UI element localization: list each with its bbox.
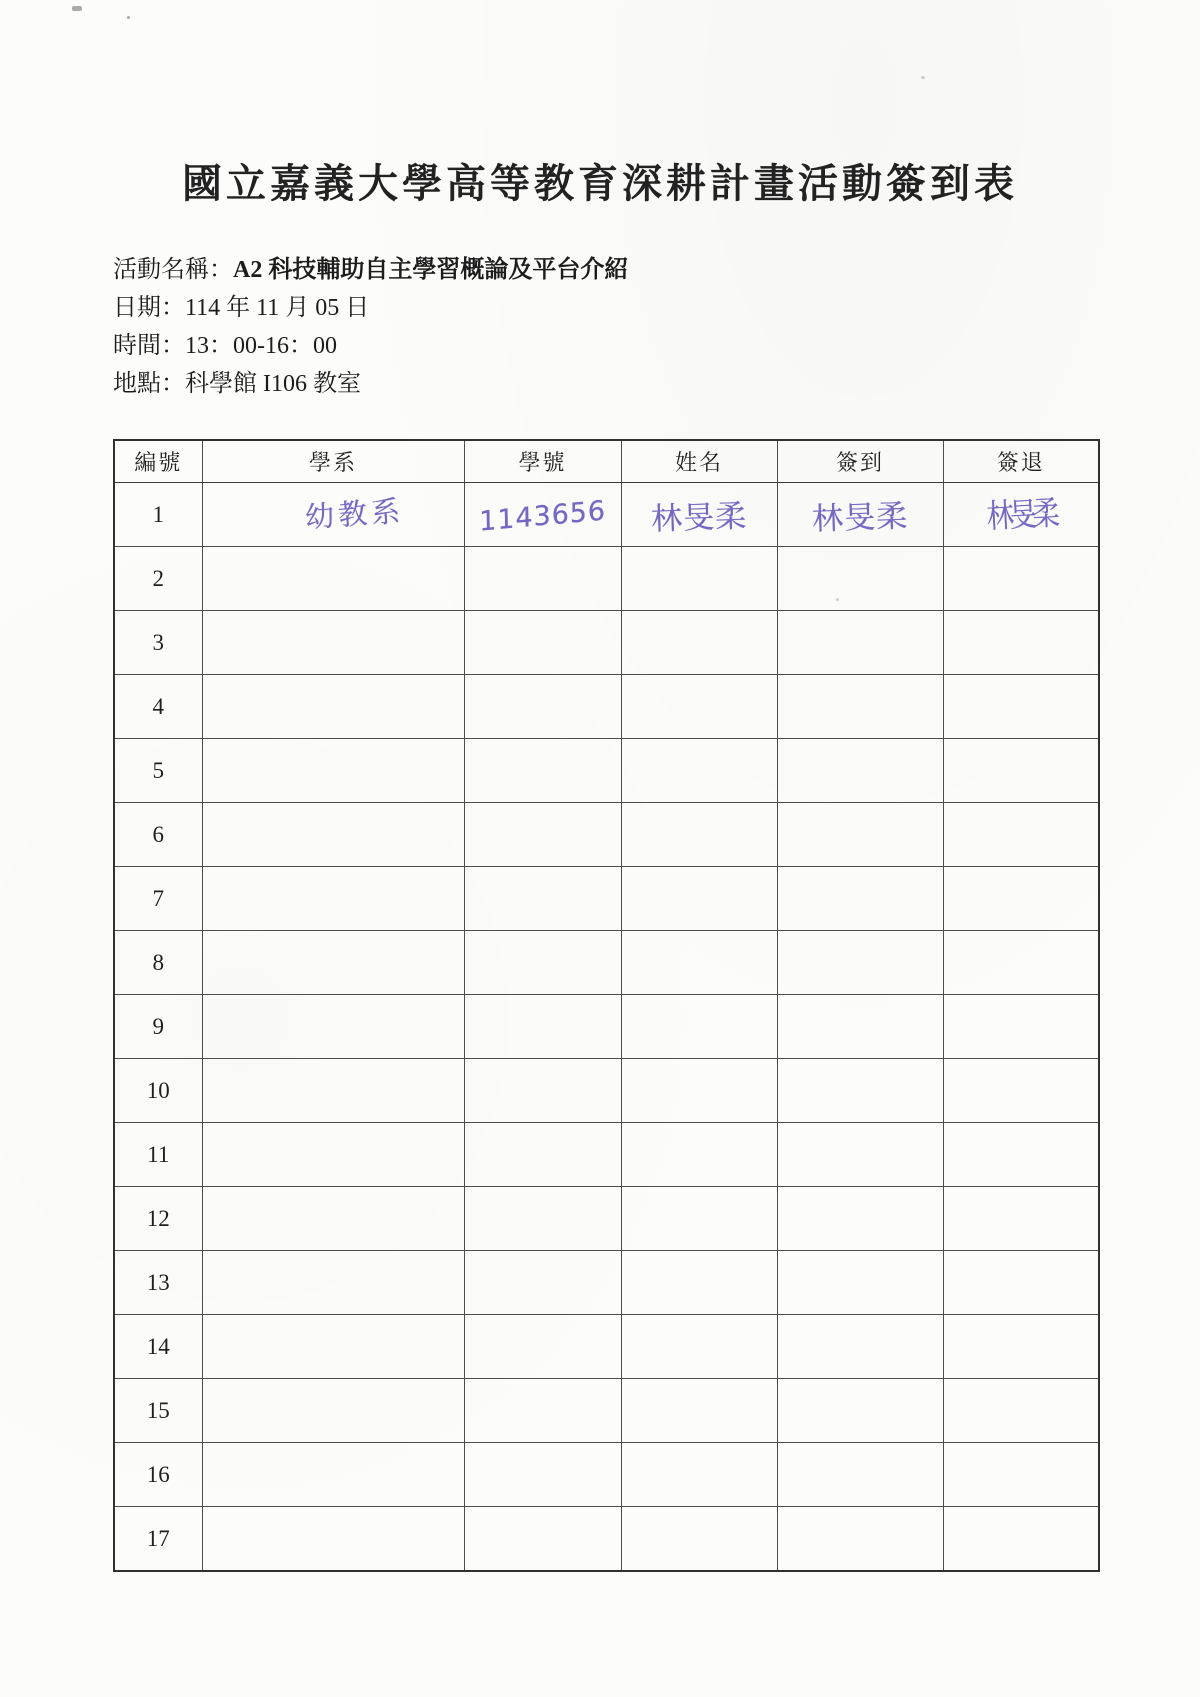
row-number-cell: 9 [114, 995, 202, 1059]
cell-sign_out [943, 995, 1099, 1059]
cell-sign_in [777, 1443, 943, 1507]
cell-name [621, 483, 777, 547]
cell-sign_out [943, 1059, 1099, 1123]
table-row [114, 483, 1099, 547]
table-row [114, 1251, 1099, 1315]
cell-sign_in [777, 483, 943, 547]
cell-dept [202, 547, 464, 611]
cell-dept [202, 867, 464, 931]
cell-sign_out [943, 611, 1099, 675]
cell-dept [202, 1123, 464, 1187]
signin-table [113, 439, 1100, 1572]
cell-dept [202, 1379, 464, 1443]
cell-name [621, 803, 777, 867]
cell-student_id [464, 995, 621, 1059]
row-number-cell: 2 [114, 547, 202, 611]
table-row [114, 995, 1099, 1059]
cell-name [621, 675, 777, 739]
cell-dept [202, 1507, 464, 1572]
cell-sign_in [777, 547, 943, 611]
cell-sign_in [777, 867, 943, 931]
cell-sign_out [943, 1379, 1099, 1443]
cell-student_id [464, 1443, 621, 1507]
cell-name [621, 1187, 777, 1251]
table-row [114, 739, 1099, 803]
location-line: 地點：科學館 I106 教室 [113, 371, 361, 397]
table-row [114, 931, 1099, 995]
cell-name [621, 867, 777, 931]
table-row [114, 547, 1099, 611]
cell-sign_out [943, 1507, 1099, 1572]
cell-dept [202, 1443, 464, 1507]
cell-sign_out [943, 803, 1099, 867]
cell-student_id [464, 931, 621, 995]
row-number-cell: 7 [114, 867, 202, 931]
cell-student_id [464, 1251, 621, 1315]
cell-name [621, 1315, 777, 1379]
table-body [114, 483, 1099, 1572]
cell-sign_out [943, 1251, 1099, 1315]
cell-sign_in [777, 1059, 943, 1123]
page-title: 國立嘉義大學高等教育深耕計畫活動簽到表 [182, 161, 1018, 206]
row-number-cell: 4 [114, 675, 202, 739]
cell-name [621, 547, 777, 611]
cell-dept [202, 931, 464, 995]
event-info [113, 251, 1200, 403]
table-row [114, 1187, 1099, 1251]
cell-sign_out [943, 547, 1099, 611]
cell-sign_out [943, 1187, 1099, 1251]
scan-speck [72, 6, 82, 11]
activity-name-line [113, 251, 1200, 289]
cell-sign_in [777, 611, 943, 675]
cell-dept [202, 675, 464, 739]
cell-sign_out [943, 675, 1099, 739]
table-row [114, 867, 1099, 931]
cell-student_id [464, 1507, 621, 1572]
cell-name [621, 1059, 777, 1123]
row-number-cell: 10 [114, 1059, 202, 1123]
scan-speck [921, 76, 925, 79]
date-line: 日期：114 年 11 月 05 日 [113, 295, 370, 321]
scan-speck [836, 598, 839, 601]
row-number-cell: 14 [114, 1315, 202, 1379]
table-row [114, 803, 1099, 867]
cell-dept [202, 1059, 464, 1123]
table-row [114, 1443, 1099, 1507]
cell-dept [202, 1187, 464, 1251]
cell-name [621, 1123, 777, 1187]
cell-student_id [464, 803, 621, 867]
cell-student_id [464, 1059, 621, 1123]
cell-sign_in [777, 995, 943, 1059]
handwritten-sign_out: 林旻柔 [985, 493, 1057, 536]
cell-dept [202, 995, 464, 1059]
table-row [114, 611, 1099, 675]
cell-sign_out [943, 1315, 1099, 1379]
cell-sign_in [777, 803, 943, 867]
cell-sign_out [943, 1123, 1099, 1187]
cell-name [621, 931, 777, 995]
cell-dept [202, 1315, 464, 1379]
row-number-cell: 13 [114, 1251, 202, 1315]
cell-name [621, 995, 777, 1059]
column-header: 姓名 [621, 440, 777, 483]
cell-sign_in [777, 1123, 943, 1187]
table-row [114, 675, 1099, 739]
cell-sign_in [777, 675, 943, 739]
scan-speck [127, 16, 130, 19]
column-header: 學系 [202, 440, 464, 483]
cell-student_id [464, 547, 621, 611]
table-row [114, 1379, 1099, 1443]
cell-sign_in [777, 1379, 943, 1443]
cell-student_id [464, 1187, 621, 1251]
cell-sign_in [777, 931, 943, 995]
table-row [114, 1315, 1099, 1379]
handwritten-dept: 幼教系 [304, 493, 406, 535]
activity-name-label: 活動名稱： [113, 257, 233, 283]
row-number-cell: 16 [114, 1443, 202, 1507]
row-number-cell: 5 [114, 739, 202, 803]
cell-sign_in [777, 739, 943, 803]
cell-name [621, 1507, 777, 1572]
table-row [114, 1123, 1099, 1187]
handwritten-student_id: 1143656 [478, 495, 607, 538]
cell-sign_in [777, 1251, 943, 1315]
row-number-cell: 12 [114, 1187, 202, 1251]
column-header: 簽退 [943, 440, 1099, 483]
header-row [114, 440, 1099, 483]
cell-student_id [464, 483, 621, 547]
row-number-cell: 11 [114, 1123, 202, 1187]
handwritten-name: 林旻柔 [650, 498, 748, 538]
cell-sign_out [943, 739, 1099, 803]
cell-dept [202, 611, 464, 675]
cell-student_id [464, 675, 621, 739]
time-line: 時間：13：00-16：00 [113, 333, 337, 359]
cell-sign_out [943, 931, 1099, 995]
cell-name [621, 611, 777, 675]
cell-dept [202, 1251, 464, 1315]
row-number-cell: 3 [114, 611, 202, 675]
cell-name [621, 1251, 777, 1315]
cell-sign_out [943, 1443, 1099, 1507]
cell-name [621, 739, 777, 803]
cell-dept [202, 483, 464, 547]
cell-name [621, 1379, 777, 1443]
cell-student_id [464, 867, 621, 931]
cell-student_id [464, 1379, 621, 1443]
row-number-cell: 17 [114, 1507, 202, 1572]
row-number-cell: 6 [114, 803, 202, 867]
cell-student_id [464, 1123, 621, 1187]
cell-sign_in [777, 1507, 943, 1572]
cell-sign_in [777, 1315, 943, 1379]
table-row [114, 1507, 1099, 1572]
row-number-cell: 1 [114, 483, 202, 547]
cell-name [621, 1443, 777, 1507]
cell-sign_in [777, 1187, 943, 1251]
column-header: 學號 [464, 440, 621, 483]
handwritten-sign_in: 林旻柔 [811, 498, 909, 538]
cell-student_id [464, 611, 621, 675]
cell-dept [202, 803, 464, 867]
table-row [114, 1059, 1099, 1123]
cell-sign_out [943, 867, 1099, 931]
row-number-cell: 8 [114, 931, 202, 995]
activity-name-value: A2 科技輔助自主學習概論及平台介紹 [233, 257, 629, 283]
cell-sign_out [943, 483, 1099, 547]
row-number-cell: 15 [114, 1379, 202, 1443]
column-header: 簽到 [777, 440, 943, 483]
cell-student_id [464, 1315, 621, 1379]
column-header: 編號 [114, 440, 202, 483]
cell-student_id [464, 739, 621, 803]
cell-dept [202, 739, 464, 803]
